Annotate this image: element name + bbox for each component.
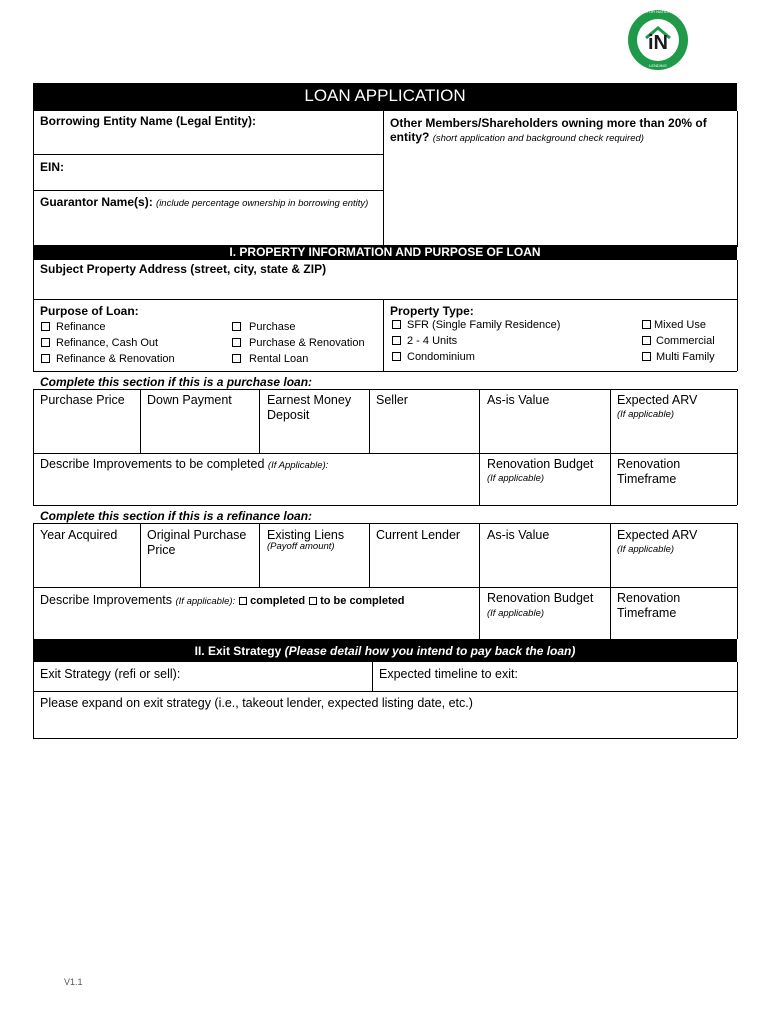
multi-family-checkbox[interactable] [642,352,651,361]
section2-title: II. Exit Strategy [194,644,282,658]
purchase-option: Purchase [249,321,296,333]
refinance-cash-out-checkbox[interactable] [41,338,50,347]
completed-checkbox[interactable] [239,597,247,605]
purchase-price-label: Purchase Price [40,393,125,407]
other-members-note: (short application and background check required) [432,133,644,144]
commercial-checkbox[interactable] [642,336,651,345]
section1-title: I. PROPERTY INFORMATION AND PURPOSE OF LOAN [229,245,541,259]
subject-address-label: Subject Property Address (street, city, state & ZIP) [40,262,327,276]
ein-label: EIN: [40,160,64,174]
refi-expected-arv-label: Expected ARV [617,528,698,542]
condominium-checkbox[interactable] [392,352,401,361]
improvements-label: Describe Improvements to be completed [40,457,265,471]
form-title: LOAN APPLICATION [304,86,466,105]
refi-asis-value-label: As-is Value [487,528,550,542]
refi-renovation-timeframe-label: Renovation Timeframe [617,591,681,620]
section2-title-bar [33,640,737,662]
down-payment-label: Down Payment [147,393,232,407]
rental-loan-checkbox[interactable] [232,354,241,363]
property-type-label: Property Type: [390,304,474,318]
other-members-label-2: entity? (short application and background check required) [390,130,644,144]
sfr-option: SFR (Single Family Residence) [407,319,561,331]
refinance-renovation-checkbox[interactable] [41,354,50,363]
year-acquired-label: Year Acquired [40,528,118,542]
refi-improvements-row [40,593,404,608]
section2-title-note: (Please detail how you intend to pay back the loan) [284,644,576,658]
purchase-checkbox[interactable] [232,322,241,331]
sfr-checkbox[interactable] [392,320,401,329]
units-checkbox[interactable] [392,336,401,345]
existing-liens-note: (Payoff amount) [267,541,335,552]
other-members-label: Other Members/Shareholders owning more than 20% of [390,116,707,130]
seller-label: Seller [376,393,408,407]
exit-timeline-label: Expected timeline to exit: [379,667,518,681]
commercial-option: Commercial [656,335,715,347]
refinance-checkbox[interactable] [41,322,50,331]
company-logo [626,8,690,72]
earnest-money-label: Earnest Money Deposit [267,393,352,422]
improvements-row [40,457,328,472]
guarantor-label-row [40,196,368,210]
purpose-label: Purpose of Loan: [40,304,139,318]
refi-improvements-label: Describe Improvements [40,593,172,607]
refi-renovation-budget-label: Renovation Budget [487,591,594,605]
to-be-completed-checkbox[interactable] [309,597,317,605]
refinance-option: Refinance [56,321,106,333]
asis-value-label: As-is Value [487,393,550,407]
logo-mark: iN [648,32,668,54]
logo-ring-text-bottom: LENDING [649,63,667,68]
refi-expected-arv-note: (If applicable) [617,544,675,555]
original-purchase-price-label: Original Purchase Price [147,528,247,557]
section1-title-bar [33,245,737,260]
renovation-budget-label: Renovation Budget [487,457,594,471]
expected-arv-label: Expected ARV [617,393,698,407]
version-label: V1.1 [64,977,83,987]
to-be-completed-label: to be completed [320,595,405,607]
refinance-cash-out-option: Refinance, Cash Out [56,337,159,349]
multi-family-option: Multi Family [656,351,715,363]
condominium-option: Condominium [407,351,475,363]
guarantor-note: (include percentage ownership in borrowing entity) [156,198,369,209]
rental-loan-option: Rental Loan [249,353,309,365]
guarantor-label: Guarantor Name(s): [40,195,153,209]
mixed-use-option: Mixed Use [654,319,706,331]
current-lender-label: Current Lender [376,528,461,542]
refinance-renovation-option: Refinance & Renovation [56,353,175,365]
completed-label: completed [250,595,306,607]
existing-liens-label: Existing Liens [267,528,345,542]
borrowing-entity-label: Borrowing Entity Name (Legal Entity): [40,114,257,128]
purchase-renovation-option: Purchase & Renovation [249,337,365,349]
purchase-section-heading: Complete this section if this is a purchase loan: [40,375,313,389]
logo-ring-text: INVESTOR NATIONWIDE [634,9,682,14]
mixed-use-checkbox[interactable] [642,320,651,329]
form-title-bar [33,83,737,111]
improvements-note: (If Applicable): [267,460,329,471]
refinance-section-heading: Complete this section if this is a refinance loan: [40,509,313,523]
renovation-timeframe-label: Renovation Timeframe [617,457,681,486]
exit-expand-label: Please expand on exit strategy (i.e., takeout lender, expected listing date, etc.) [40,696,473,710]
renovation-budget-note: (If applicable) [487,473,545,484]
expected-arv-note: (If applicable) [617,409,675,420]
refi-renovation-budget-note: (If applicable) [487,608,545,619]
exit-strategy-label: Exit Strategy (refi or sell): [40,667,181,681]
refi-improvements-note: (If applicable): [175,596,236,607]
purchase-renovation-checkbox[interactable] [232,338,241,347]
units-option: 2 - 4 Units [407,335,458,347]
